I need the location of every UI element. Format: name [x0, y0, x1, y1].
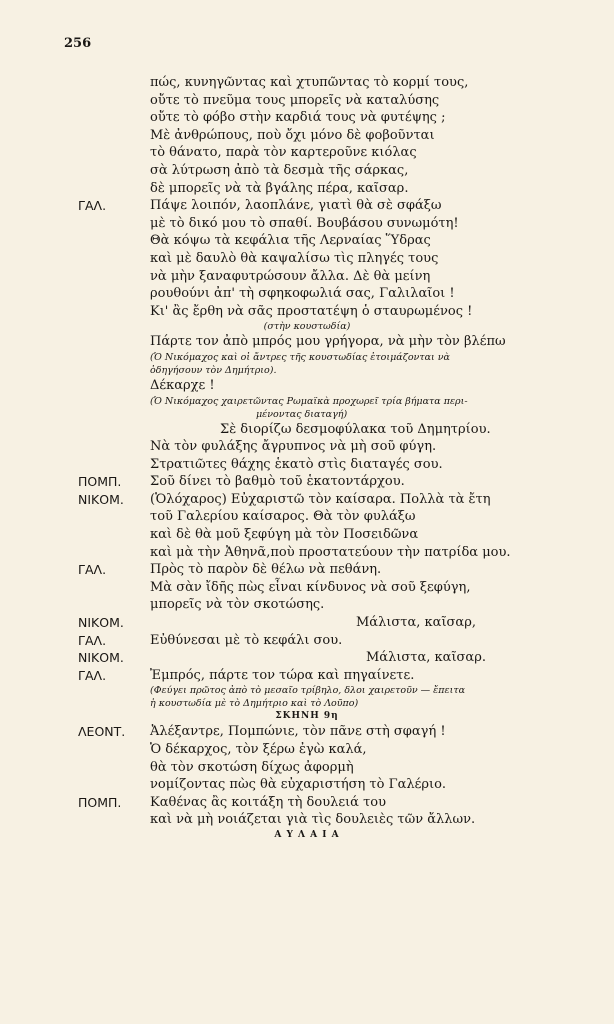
dialogue-line [0, 127, 614, 145]
dialogue-line [0, 250, 614, 268]
line-text: μένοντας διαταγή) [256, 408, 348, 420]
dialogue-line [0, 162, 614, 180]
line-text: μὲ τὸ δικό μου τὸ σπαθί. Βουβάσου συνωμότη! [150, 215, 459, 231]
line-text: Μὰ σὰν ἴδῆς πὼς εἶναι κίνδυνος νὰ σοῦ ξεφύγη, [150, 579, 471, 595]
dialogue-line [0, 456, 614, 474]
line-text: Ὁ δέκαρχος, τὸν ξέρω ἐγὼ καλά, [150, 742, 367, 757]
dialogue-line [0, 723, 614, 741]
line-text: Σοῦ δίνει τὸ βαθμὸ τοῦ ἑκατοντάρχου. [150, 474, 405, 490]
scene-heading [0, 710, 614, 723]
line-text: οὔτε τὸ φόβο στὴν καρδιά τους νὰ φυτέψης ; [150, 110, 446, 126]
line-text: τὸ θάνατο, παρὰ τὸν καρτεροῦνε κιόλας [150, 145, 417, 161]
dialogue-line [0, 544, 614, 562]
line-text: Μὲ ἀνθρώπους, ποὺ ὄχι μόνο δὲ φοβοῦνται [150, 127, 435, 143]
line-text: Κι' ἂς ἔρθη νὰ σᾶς προστατέψη ὁ σταυρωμένος ! [150, 303, 473, 319]
line-text: Μάλιστα, καῖσαρ, [356, 615, 476, 631]
dialogue-line [0, 180, 614, 198]
stage-direction [0, 320, 614, 333]
dialogue-line [0, 333, 614, 351]
speaker-name: ΝΙΚΟΜ. [78, 615, 124, 631]
stage-direction [0, 364, 614, 377]
dialogue-line [0, 377, 614, 395]
speaker-name: ΓΑΛ. [78, 667, 107, 683]
speaker-name: ΓΑΛ. [78, 562, 107, 578]
speaker-name: ΝΙΚΟΜ. [78, 650, 124, 666]
stage-direction [0, 697, 614, 710]
dialogue-line [0, 741, 614, 759]
line-text: καὶ δὲ θὰ μοῦ ξεφύγη μὰ τὸν Ποσειδῶνα [150, 527, 419, 543]
speaker-name: ΠΟΜΠ. [78, 474, 122, 490]
line-text: Νὰ τὸν φυλάξης ἄγρυπνος νὰ μὴ σοῦ φύγη. [150, 439, 437, 455]
dialogue-line [0, 667, 614, 685]
line-text: Πρὸς τὸ παρὸν δὲ θέλω νὰ πεθάνη. [150, 562, 382, 578]
line-text: καὶ μὲ δαυλὸ θὰ καψαλίσω τὶς πληγές τους [150, 250, 439, 266]
line-text: Καθένας ἂς κοιτάξη τὴ δουλειά του [150, 794, 387, 810]
line-text: ΣΚΗΝΗ 9η [275, 711, 339, 722]
line-text: Εὐθύνεσαι μὲ τὸ κεφάλι σου. [150, 632, 343, 648]
speaker-name: ΝΙΚΟΜ. [78, 491, 124, 507]
play-text [0, 74, 614, 842]
line-text: σὰ λύτρωση ἀπὸ τὰ δεσμὰ τῆς σάρκας, [150, 162, 409, 178]
line-text: Πάψε λοιπόν, λαοπλάνε, γιατὶ θὰ σὲ σφάξω [150, 198, 442, 214]
dialogue-line [0, 759, 614, 777]
line-text: καὶ μὰ τὴν Ἀθηνᾶ,ποὺ προστατεύουν τὴν πατρίδα μου. [150, 544, 511, 560]
line-text: Ἐμπρός, πάρτε τον τώρα καὶ πηγαίνετε. [150, 667, 415, 683]
dialogue-line [0, 421, 614, 439]
line-text: ἡ κουστωδία μὲ τὸ Δημήτριο καὶ τὸ Λοῦπο) [150, 698, 359, 710]
dialogue-line [0, 285, 614, 303]
line-text: θὰ τὸν σκοτώση δίχως ἀφορμὴ [150, 759, 354, 775]
dialogue-line [0, 561, 614, 579]
stage-direction [0, 395, 614, 408]
line-text: ρουθούνι ἀπ' τὴ σφηκοφωλιά σας, Γαλιλαῖοι ! [150, 286, 455, 302]
dialogue-line [0, 632, 614, 650]
line-text: δὲ μπορεῖς νὰ τὰ βγάλης πέρα, καῖσαρ. [150, 180, 409, 196]
speaker-name: ΠΟΜΠ. [78, 794, 122, 810]
dialogue-line [0, 596, 614, 614]
stage-direction [0, 351, 614, 364]
line-text: τοῦ Γαλερίου καίσαρος. Θὰ τὸν φυλάξω [150, 509, 416, 525]
line-text: Σὲ διορίζω δεσμοφύλακα τοῦ Δημητρίου. [220, 421, 491, 437]
dialogue-line [0, 491, 614, 509]
line-text: (Ὁ Νικόμαχος καὶ οἱ ἄντρες τῆς κουστωδίας ἑτοιμάζονται νὰ [150, 351, 450, 363]
speaker-name: ΓΑΛ. [78, 632, 107, 648]
line-text: Στρατιῶτες θάχης ἑκατὸ στὶς διαταγές σου. [150, 456, 443, 472]
line-text: (Ὁ Νικόμαχος χαιρετῶντας Ρωμαϊκὰ προχωρεῖ τρία βήματα περι- [150, 395, 468, 407]
line-text: νομίζοντας πὼς θὰ εὐχαριστήση τὸ Γαλέριο. [150, 777, 447, 793]
line-text: Δέκαρχε ! [150, 377, 215, 393]
dialogue-line [0, 438, 614, 456]
line-text: μπορεῖς νὰ τὸν σκοτώσης. [150, 597, 325, 613]
dialogue-line [0, 109, 614, 127]
line-text: Μάλιστα, καῖσαρ. [366, 650, 486, 666]
line-text: Ἀλέξαντρε, Πομπώνιε, τὸν πᾶνε στὴ σφαγή ! [150, 724, 446, 740]
line-text: Πάρτε τον ἀπὸ μπρός μου γρήγορα, νὰ μὴν τὸν βλέπω [150, 334, 506, 350]
dialogue-line [0, 579, 614, 597]
speaker-name: ΛΕΟΝΤ. [78, 724, 126, 740]
line-text: καὶ νὰ μὴ νοιάζεται γιὰ τὶς δουλειὲς τῶν ἄλλων. [150, 812, 476, 828]
line-text: (στὴν κουστωδία) [263, 321, 351, 333]
dialogue-line [0, 268, 614, 286]
line-text: Α Υ Λ Α Ι Α [274, 829, 340, 840]
line-text: Θὰ κόψω τὰ κεφάλια τῆς Λερναίας Ὕδρας [150, 233, 431, 249]
dialogue-line [0, 508, 614, 526]
dialogue-line [0, 232, 614, 250]
stage-direction [0, 684, 614, 697]
dialogue-line [0, 303, 614, 321]
page-number: 256 [64, 36, 92, 51]
line-text: (Φεύγει πρῶτος ἀπὸ τὸ μεσαῖο τρίβηλο, δλοι χαιρετοῦν — ἔπειτα [150, 685, 466, 697]
dialogue-line [0, 794, 614, 812]
dialogue-line [0, 649, 614, 667]
line-text: πώς, κυνηγῶντας καὶ χτυπῶντας τὸ κορμί τους, [150, 75, 469, 90]
dialogue-line [0, 776, 614, 794]
curtain-heading [0, 829, 614, 842]
line-text: νὰ μὴν ξαναφυτρώσουν ἄλλα. Δὲ θὰ μείνη [150, 268, 431, 284]
line-text: οὔτε τὸ πνεῦμα τους μπορεῖς νὰ καταλύσης [150, 92, 440, 108]
stage-direction [0, 408, 614, 421]
dialogue-line [0, 92, 614, 110]
dialogue-line [0, 74, 614, 92]
dialogue-line [0, 197, 614, 215]
dialogue-line [0, 526, 614, 544]
dialogue-line [0, 811, 614, 829]
dialogue-line [0, 215, 614, 233]
speaker-name: ΓΑΛ. [78, 198, 107, 214]
dialogue-line [0, 473, 614, 491]
dialogue-line [0, 614, 614, 632]
line-text: ὁδηγήσουν τὸν Δημήτριο). [150, 364, 277, 376]
line-text: (Ὁλόχαρος) Εὐχαριστῶ τὸν καίσαρα. Πολλὰ τὰ ἔτη [150, 491, 491, 507]
dialogue-line [0, 144, 614, 162]
